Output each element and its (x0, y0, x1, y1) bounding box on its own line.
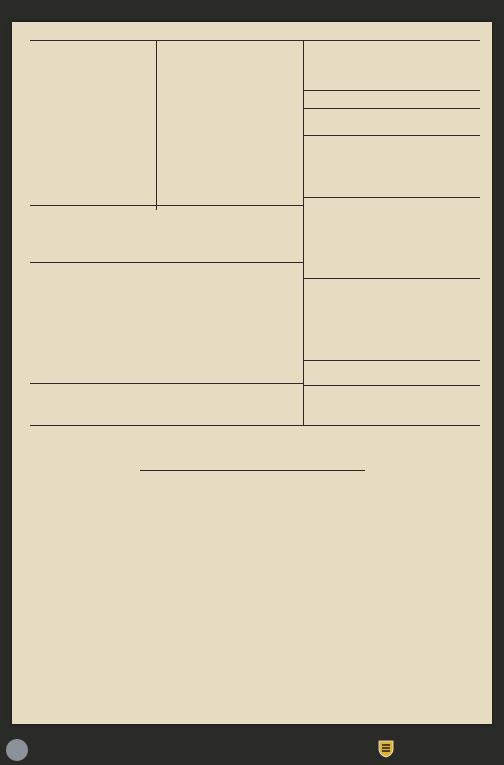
right-rule (304, 197, 480, 198)
offices-right-column (330, 474, 480, 724)
offices-left-column (32, 474, 178, 724)
column-divider (303, 40, 304, 425)
right-rule (304, 108, 480, 109)
right-rule (304, 360, 480, 361)
right-rule (304, 278, 480, 279)
postauftrag-section (308, 201, 478, 276)
bw-coat-of-arms-icon (378, 740, 394, 758)
zahlkarten-table (160, 44, 300, 48)
title-rule (140, 470, 365, 471)
right-rule (304, 90, 480, 91)
ferngespraeche-section (308, 390, 478, 410)
section-rule (30, 383, 303, 384)
footnotes (32, 388, 300, 418)
section-rule (30, 262, 303, 263)
telegramme-section (308, 283, 478, 358)
nachnahmen-section (308, 140, 478, 195)
footer-bar (0, 733, 504, 765)
offices-mid-column (184, 474, 322, 724)
eilzustellung-section (308, 44, 478, 88)
behandlung-section (308, 113, 478, 133)
bottom-rule (30, 425, 480, 426)
right-rule (304, 135, 480, 136)
table-divider (156, 40, 157, 210)
section-rule (30, 205, 303, 206)
postanweisungen-table (32, 44, 154, 57)
gespraeche-section (308, 364, 478, 384)
luftpost-section (32, 266, 300, 382)
wertbriefe-section (32, 210, 300, 260)
einlieferung-section (308, 95, 478, 105)
blb-logo-icon[interactable] (6, 739, 28, 761)
right-rule (304, 385, 480, 386)
top-rule (30, 40, 480, 41)
